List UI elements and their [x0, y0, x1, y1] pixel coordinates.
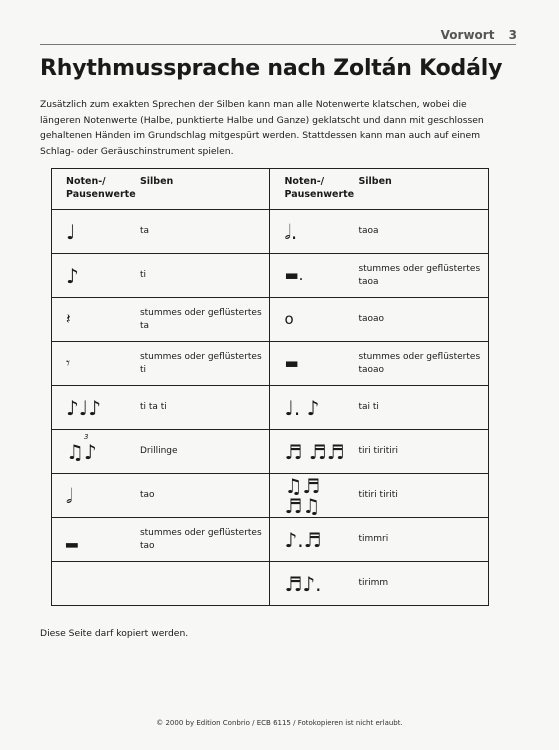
eighth-sixteenth-groups-icon: ♫♬ ♬♫	[270, 474, 354, 518]
eighth-quarter-eighth-icon: ♪♩♪	[52, 386, 136, 430]
header-notes-line2: Pausenwerte	[284, 189, 355, 200]
eighth-note-icon: ♪	[52, 254, 136, 298]
dotted-eighth-sixteenth-icon: ♪.♬	[270, 518, 354, 562]
syllable-cell: tai ti	[354, 386, 488, 430]
header-notes	[52, 169, 136, 210]
page-number: 3	[508, 28, 517, 42]
syllable-cell: stummes oder geflüstertes ti	[136, 342, 270, 386]
quarter-note-icon: ♩	[52, 210, 136, 254]
table-row	[52, 518, 489, 562]
page-title: Rhythmussprache nach Zoltán Kodály	[40, 56, 503, 81]
table-row	[52, 474, 489, 518]
table-row	[52, 254, 489, 298]
whole-note-icon: o	[270, 298, 354, 342]
syllable-cell: tiri tiritiri	[354, 430, 488, 474]
dotted-half-rest-icon: ▬.	[270, 254, 354, 298]
half-note-icon: 𝅗𝅥	[52, 474, 136, 518]
syllable-cell: ta	[136, 210, 270, 254]
table-row	[52, 342, 489, 386]
eighth-rest-icon: 𝄾	[52, 342, 136, 386]
syllable-cell: titiri tiriti	[354, 474, 488, 518]
header-notes-line1: Noten-/	[284, 176, 325, 187]
whole-rest-icon: ▬	[270, 342, 354, 386]
syllable-cell: timmri	[354, 518, 488, 562]
table-row	[52, 210, 489, 254]
table-row	[52, 430, 489, 474]
syllable-cell: stummes oder geflüstertes taoao	[354, 342, 488, 386]
copy-note: Diese Seite darf kopiert werden.	[40, 628, 189, 639]
rhythm-table	[51, 168, 489, 606]
copyright-footer: © 2000 by Edition Conbrio / ECB 6115 / Fotokopieren ist nicht erlaubt.	[156, 719, 403, 727]
empty-symbol-cell	[52, 562, 136, 606]
header-notes-line1: Noten-/	[66, 176, 106, 187]
header-notes-line2: Pausenwerte	[66, 189, 136, 200]
table-row	[52, 386, 489, 430]
header-syllables: Silben	[354, 169, 488, 210]
triplet-icon: 3 ♫♪	[52, 430, 136, 474]
syllable-cell: taoao	[354, 298, 488, 342]
half-rest-icon: ▂	[52, 518, 136, 562]
syllable-cell: Drillinge	[136, 430, 270, 474]
syllable-cell: taoa	[354, 210, 488, 254]
sixteenth-dotted-eighth-icon: ♬♪.	[270, 562, 354, 606]
header-notes	[270, 169, 354, 210]
syllable-cell: tirimm	[354, 562, 488, 606]
syllable-cell: ti ta ti	[136, 386, 270, 430]
syllable-cell: stummes oder geflüstertes taoa	[354, 254, 488, 298]
dotted-quarter-eighth-icon: ♩. ♪	[270, 386, 354, 430]
page-header	[441, 28, 517, 42]
syllable-cell	[136, 562, 270, 606]
syllable-cell: stummes oder geflüstertes ta	[136, 298, 270, 342]
syllable-cell: ti	[136, 254, 270, 298]
header-syllables: Silben	[136, 169, 270, 210]
table-header-row	[52, 169, 489, 210]
intro-paragraph: Zusätzlich zum exakten Sprechen der Silben kann man alle Notenwerte klatschen, wobei die längeren Notenwerte (Halbe, punktierte Halbe und Ganze) geklatscht und dann mit geschlossen gehaltenen Händen im Grundschlag mitgespürt werden. Stattdessen kann man auch auf einem Schlag- oder Geräuschinstrument spielen.	[40, 99, 484, 157]
sixteenth-groups-icon: ♬ ♬♬	[270, 430, 354, 474]
section-name: Vorwort	[440, 28, 495, 42]
quarter-rest-icon: 𝄽	[52, 298, 136, 342]
dotted-half-note-icon: 𝅗𝅥.	[270, 210, 354, 254]
header-rule	[40, 44, 516, 45]
syllable-cell: tao	[136, 474, 270, 518]
table-row	[52, 298, 489, 342]
syllable-cell: stummes oder geflüstertes tao	[136, 518, 270, 562]
table-row	[52, 562, 489, 606]
